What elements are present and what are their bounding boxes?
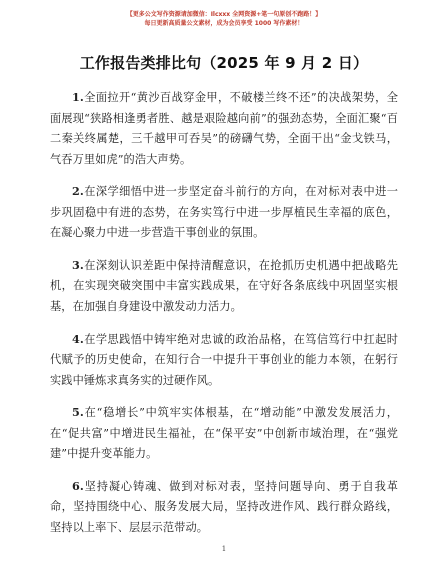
paragraph [50, 329, 398, 392]
paragraph-text: 全面拉开“黄沙百战穿金甲，不破楼兰终不还”的决战架势，全面展现“狭路相逢勇者胜、越是艰险越向前”的强劲态势，全面汇聚“百二秦关终属楚，三千越甲可吞吴”的磅礴气势，全面干出“金戈铁马，气吞万里如虎”的浩大声势。 [50, 91, 398, 166]
paragraph-number: 2. [72, 184, 84, 199]
paragraph-text: 在深刻认识差距中保持清醒意识，在抢抓历史机遇中把战略先机，在实现突破突围中丰富实践成果，在守好各条底线中巩固坚实根基，在加强自身建设中激发动力活力。 [50, 258, 398, 313]
paragraph-number: 5. [72, 405, 84, 420]
paragraph-number: 1. [72, 90, 84, 104]
banner-line-2: 每日更新高质量公文素材，成为会员享受 1000 写作素材！ [144, 20, 304, 27]
paragraph [50, 402, 398, 465]
paragraph-number: 3. [72, 257, 84, 272]
paragraph-number: 6. [72, 478, 84, 493]
paragraph-number: 4. [72, 331, 84, 346]
paragraph-text: 在深学细悟中进一步坚定奋斗前行的方向，在对标对表中进一步巩固稳中有进的态势，在务实笃行中进一步厚植民生幸福的底色，在凝心聚力中进一步营造干事创业的氛围。 [50, 185, 398, 240]
banner-line-1: 【更多公文写作资源请加微信：Ilcxxx 全网资源+笔一句原创不跑路！】 [126, 11, 322, 18]
paragraph-text: 在学思践悟中铸牢绝对忠诚的政治品格，在笃信笃行中扛起时代赋予的历史使命，在知行合一中提升干事创业的能力本领，在躬行实践中锤炼求真务实的过硬作风。 [50, 332, 398, 387]
paragraph [50, 476, 398, 539]
paragraph [50, 87, 398, 170]
paragraph-text: 在“稳增长”中筑牢实体根基，在“增动能”中激发发展活力，在“促共富”中增进民生福祉，在“保平安”中创新市域治理，在“强党建”中提升变革能力。 [50, 406, 398, 461]
promo-banner [50, 10, 398, 28]
paragraph [50, 255, 398, 318]
paragraph [50, 181, 398, 244]
paragraph-text: 坚持凝心铸魂、做到对标对表，坚持问题导向、勇于自我革命，坚持围绕中心、服务发展大局，坚持改进作风、践行群众路线，坚持以上率下、层层示范带动。 [50, 479, 398, 534]
document-title: 工作报告类排比句（2025 年 9 月 2 日） [79, 54, 369, 72]
paragraph-list [50, 87, 398, 538]
page-number: 1 [221, 545, 227, 553]
